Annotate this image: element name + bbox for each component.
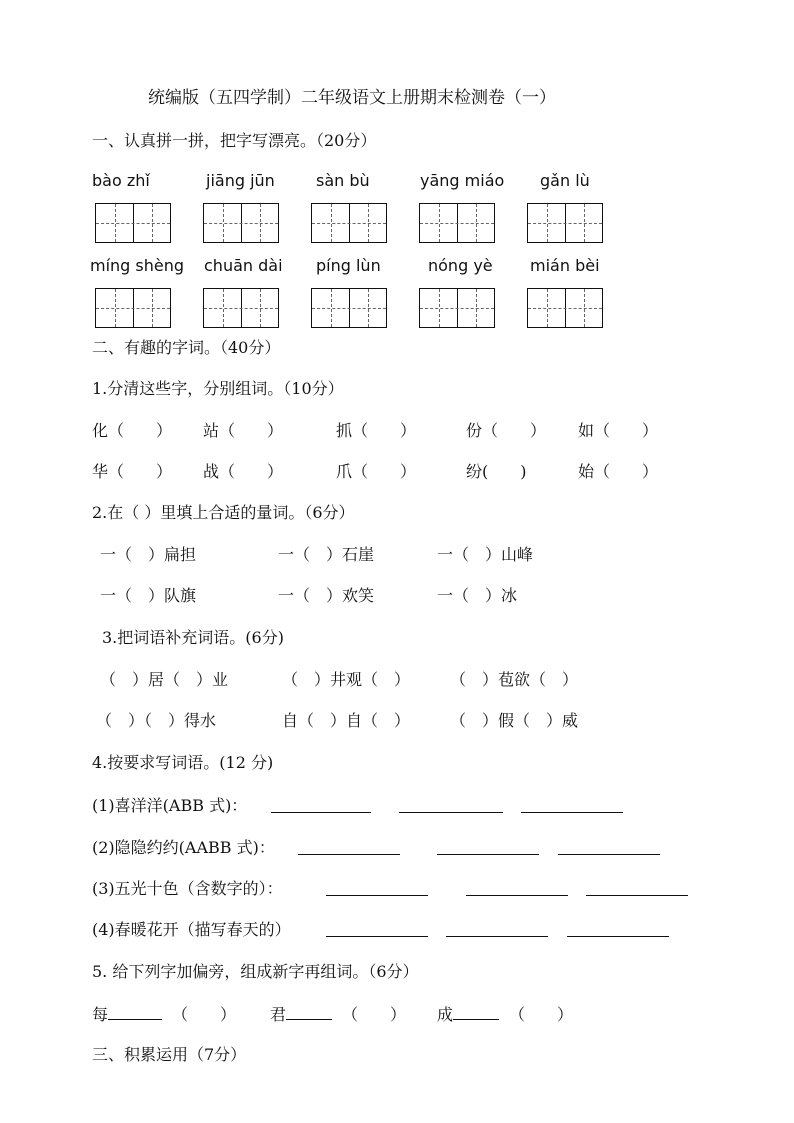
writing-grid[interactable] [527, 288, 603, 328]
answer-blank[interactable] [399, 796, 503, 818]
answer-blank[interactable] [286, 1003, 332, 1020]
word-item[interactable]: 战（ ） [203, 462, 284, 481]
q4-heading: 4.按要求写词语。(12 分) [92, 753, 274, 772]
word-paren[interactable]: （ ） [509, 1005, 574, 1024]
pinyin-label: yāng miáo [420, 171, 505, 190]
answer-blank[interactable] [446, 920, 548, 942]
radical-item[interactable] [270, 1003, 406, 1025]
word-item[interactable]: 华（ ） [92, 462, 173, 481]
word-item[interactable]: 站（ ） [203, 421, 284, 440]
answer-blank[interactable] [298, 838, 400, 860]
radical-item[interactable] [437, 1003, 573, 1025]
writing-grid[interactable] [311, 203, 387, 243]
pinyin-label: bào zhǐ [92, 171, 150, 190]
writing-grid[interactable] [311, 288, 387, 328]
writing-grid[interactable] [95, 288, 171, 328]
idiom-item[interactable]: （ ）（ ）得水 [96, 711, 217, 730]
q1-heading: 1.分清这些字，分别组词。（10分） [92, 379, 344, 398]
writing-grid[interactable] [527, 203, 603, 243]
answer-blank[interactable] [586, 879, 688, 901]
writing-grid[interactable] [419, 288, 495, 328]
word-item[interactable]: 抓（ ） [336, 421, 417, 440]
q4-item-label: (3)五光十色（含数字的）： [92, 879, 283, 898]
radical-char: 每 [92, 1005, 109, 1024]
q5-heading: 5. 给下列字加偏旁，组成新字再组词。（6分） [92, 962, 419, 981]
pinyin-label: chuān dài [204, 256, 283, 275]
measure-item[interactable]: 一（ ）山峰 [437, 545, 534, 564]
measure-item[interactable]: 一（ ）扁担 [100, 545, 197, 564]
answer-blank[interactable] [567, 920, 669, 942]
answer-blank[interactable] [326, 879, 428, 901]
word-item[interactable]: 化（ ） [92, 421, 173, 440]
answer-blank[interactable] [271, 796, 371, 818]
page-title: 统编版（五四学制）二年级语文上册期末检测卷（一） [148, 88, 556, 108]
section3-heading: 三、积累运用（7分） [92, 1045, 247, 1064]
radical-char: 成 [437, 1005, 454, 1024]
answer-blank[interactable] [437, 838, 539, 860]
answer-blank[interactable] [108, 1003, 162, 1020]
q4-item-label: (4)春暖花开（描写春天的） [92, 920, 291, 939]
idiom-item[interactable]: 自（ ）自（ ） [282, 711, 411, 730]
writing-grid[interactable] [203, 203, 279, 243]
q4-item-label: (2)隐隐约约(AABB 式)： [92, 838, 275, 857]
answer-blank[interactable] [521, 796, 623, 818]
word-item[interactable]: 始（ ） [578, 462, 659, 481]
answer-blank[interactable] [326, 920, 428, 942]
pinyin-label: míng shèng [90, 256, 185, 275]
word-item[interactable]: 爪（ ） [336, 462, 417, 481]
word-paren[interactable]: （ ） [342, 1005, 407, 1024]
q3-heading: 3.把词语补充词语。(6分) [102, 628, 284, 647]
radical-item[interactable] [92, 1003, 236, 1025]
measure-item[interactable]: 一（ ）队旗 [100, 586, 197, 605]
writing-grid[interactable] [203, 288, 279, 328]
idiom-item[interactable]: （ ）假（ ）威 [450, 711, 579, 730]
measure-item[interactable]: 一（ ）欢笑 [278, 586, 375, 605]
word-item[interactable]: 份（ ） [466, 421, 547, 440]
pinyin-label: gǎn lù [540, 171, 590, 190]
measure-item[interactable]: 一（ ）冰 [437, 586, 518, 605]
section2-heading: 二、有趣的字词。（40分） [92, 338, 281, 357]
answer-blank[interactable] [558, 838, 660, 860]
idiom-item[interactable]: （ ）井观（ ） [282, 670, 411, 689]
writing-grid[interactable] [95, 203, 171, 243]
word-paren[interactable]: （ ） [172, 1005, 237, 1024]
section1-heading: 一、认真拼一拼，把字写漂亮。（20分） [92, 131, 377, 150]
pinyin-label: jiāng jūn [206, 171, 275, 190]
radical-char: 君 [270, 1005, 287, 1024]
writing-grid[interactable] [419, 203, 495, 243]
pinyin-label: mián bèi [530, 256, 600, 275]
answer-blank[interactable] [453, 1003, 499, 1020]
pinyin-label: píng lùn [316, 256, 381, 275]
q2-heading: 2.在（ ）里填上合适的量词。（6分） [92, 503, 355, 522]
pinyin-label: nóng yè [428, 256, 493, 275]
idiom-item[interactable]: （ ）居（ ）业 [100, 670, 229, 689]
measure-item[interactable]: 一（ ）石崖 [278, 545, 375, 564]
answer-blank[interactable] [466, 879, 568, 901]
word-item[interactable]: 如（ ） [578, 421, 659, 440]
pinyin-label: sàn bù [316, 171, 370, 190]
q4-item-label: (1)喜洋洋(ABB 式)： [92, 796, 248, 815]
word-item[interactable]: 纷( ) [466, 462, 527, 481]
idiom-item[interactable]: （ ）苞欲（ ） [450, 670, 579, 689]
